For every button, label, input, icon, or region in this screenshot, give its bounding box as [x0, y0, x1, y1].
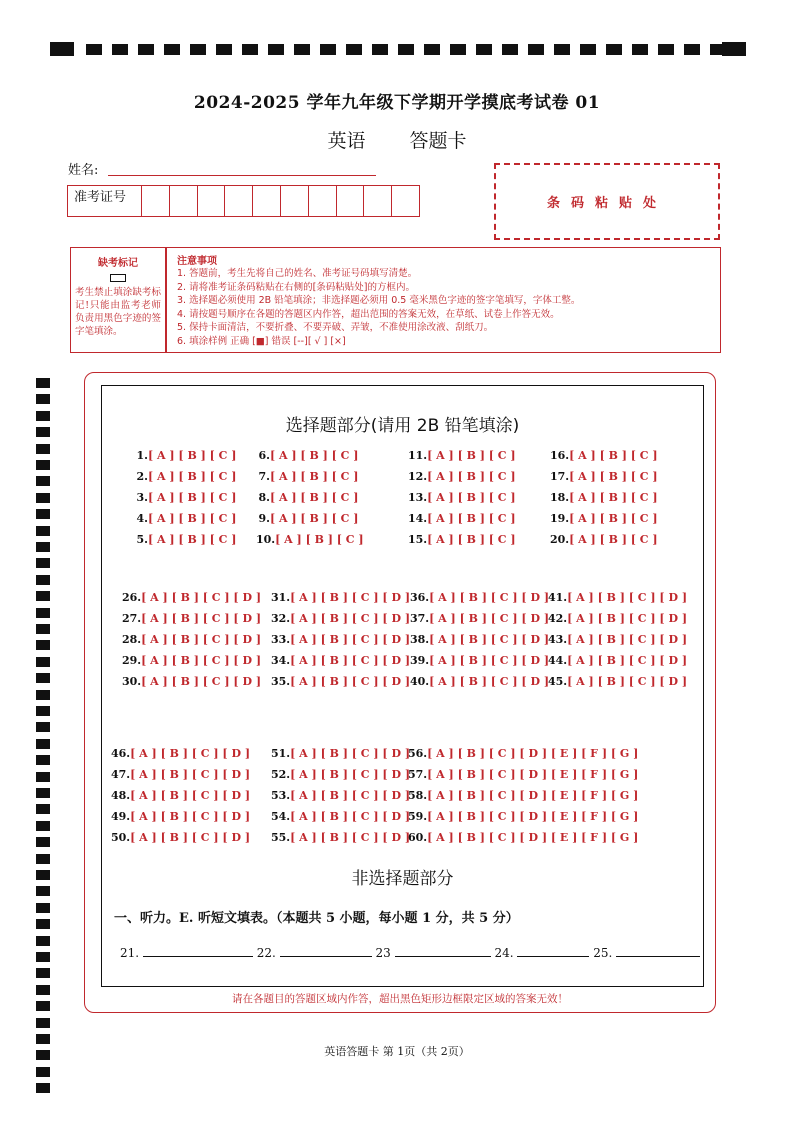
timing-mark [36, 493, 50, 503]
timing-mark [36, 575, 50, 585]
left-timing-marks [36, 378, 50, 1118]
timing-mark [36, 673, 50, 683]
page-footer: 英语答题卡 第 1页（共 2页） [324, 1045, 470, 1058]
question-column [122, 587, 261, 692]
exam-id-cell[interactable] [142, 186, 170, 216]
timing-mark [554, 44, 570, 55]
exam-id-cell[interactable] [253, 186, 281, 216]
question-number: 20. [550, 533, 570, 546]
timing-mark [268, 44, 284, 55]
question-column [408, 743, 638, 848]
timing-mark [36, 558, 50, 568]
timing-mark [164, 44, 180, 55]
answer-blank[interactable] [143, 944, 253, 957]
question-row [408, 487, 516, 508]
answer-bubbles[interactable]: [ A ] [ B ] [ C ] [148, 470, 237, 483]
timing-mark [684, 44, 700, 55]
question-number: 17. [550, 470, 570, 483]
question-row [408, 827, 638, 848]
timing-mark [36, 837, 50, 847]
timing-mark [36, 903, 50, 913]
question-number: 51. [271, 747, 291, 760]
absent-mark-panel [70, 247, 166, 353]
question-number: 54. [271, 810, 291, 823]
question-row [271, 650, 410, 671]
question-row [271, 806, 410, 827]
name-field[interactable] [108, 175, 376, 176]
answer-bubbles[interactable]: [ A ] [ B ] [ C ] [ D ] [ E ] [ F ] [ G ] [427, 810, 639, 823]
question-row [408, 743, 638, 764]
question-row [271, 608, 410, 629]
timing-mark [36, 755, 50, 765]
question-number: 3. [136, 491, 148, 504]
answer-bubbles[interactable]: [ A ] [ B ] [ C ] [ D ] [141, 675, 262, 688]
question-number: 27. [122, 612, 142, 625]
timing-mark [36, 444, 50, 454]
question-row [548, 629, 687, 650]
timing-mark [346, 44, 362, 55]
timing-mark [36, 985, 50, 995]
question-row [122, 629, 261, 650]
timing-mark [138, 44, 154, 55]
question-number: 46. [111, 747, 131, 760]
exam-title: 2024-2025 学年九年级下学期开学摸底考试卷 01 [193, 93, 601, 113]
top-timing-marks [50, 42, 746, 56]
blank-label: 22. [256, 946, 276, 960]
question-column [111, 743, 250, 848]
question-row [550, 508, 658, 529]
timing-mark [658, 44, 674, 55]
question-row [111, 827, 250, 848]
answer-bubbles[interactable]: [ A ] [ B ] [ C ] [ D ] [429, 591, 550, 604]
answer-bubbles[interactable]: [ A ] [ B ] [ C ] [427, 449, 516, 462]
question-number: 11. [408, 449, 428, 462]
question-column [550, 445, 658, 550]
exam-id-box [67, 185, 420, 217]
absent-mark-description: 考生禁止填涂缺考标记!只能由监考老师负责用黑色字迹的签字笔填涂。 [75, 287, 161, 337]
timing-mark [36, 526, 50, 536]
timing-mark [36, 886, 50, 896]
name-label: 姓名: [68, 163, 99, 178]
absent-mark-box[interactable] [110, 274, 126, 282]
timing-mark [86, 44, 102, 55]
notice-item: 1. 答题前，考生先将自己的姓名、准考证号码填写清楚。 [177, 268, 418, 279]
blank-label: 21. [120, 946, 140, 960]
answer-bubbles[interactable]: [ A ] [ B ] [ C ] [ D ] [429, 675, 550, 688]
question-number: 37. [410, 612, 430, 625]
question-number: 60. [408, 831, 428, 844]
timing-mark [294, 44, 310, 55]
question-number: 38. [410, 633, 430, 646]
subject-label: 英语 [327, 130, 366, 152]
timing-mark [502, 44, 518, 55]
question-row [271, 743, 410, 764]
answer-bubbles[interactable]: [ A ] [ B ] [ C ] [ D ] [ E ] [ F ] [ G ] [427, 831, 639, 844]
answer-bubbles[interactable]: [ A ] [ B ] [ C ] [569, 491, 658, 504]
timing-mark [722, 42, 746, 56]
timing-mark [36, 1001, 50, 1011]
question-number: 5. [136, 533, 148, 546]
answer-bubbles[interactable]: [ A ] [ B ] [ C ] [275, 533, 364, 546]
answer-bubbles[interactable]: [ A ] [ B ] [ C ] [ D ] [290, 747, 411, 760]
exam-id-cell[interactable] [281, 186, 309, 216]
card-subtitle [0, 126, 794, 153]
question-column [408, 445, 516, 550]
question-number: 32. [271, 612, 291, 625]
question-row [111, 806, 250, 827]
question-row [548, 608, 687, 629]
answer-bubbles[interactable]: [ A ] [ B ] [ C ] [ D ] [130, 768, 251, 781]
question-number: 29. [122, 654, 142, 667]
blank-label: 23 [375, 946, 391, 960]
question-row [122, 671, 261, 692]
answer-bubbles[interactable]: [ A ] [ B ] [ C ] [ D ] [290, 675, 411, 688]
question-number: 47. [111, 768, 131, 781]
question-column [548, 587, 687, 692]
question-column [271, 743, 410, 848]
non-choice-section-title: 非选择题部分 [351, 869, 454, 889]
question-column [134, 445, 236, 550]
timing-mark [216, 44, 232, 55]
timing-mark [36, 821, 50, 831]
answer-area-warning: 请在各题目的答题区域内作答，超出黑色矩形边框限定区域的答案无效！ [232, 993, 568, 1005]
answer-bubbles[interactable]: [ A ] [ B ] [ C ] [ D ] [567, 591, 688, 604]
question-row [111, 785, 250, 806]
timing-mark [36, 952, 50, 962]
question-row [271, 629, 410, 650]
answer-bubbles[interactable]: [ A ] [ B ] [ C ] [ D ] [141, 654, 262, 667]
question-row [410, 671, 549, 692]
timing-mark [50, 42, 74, 56]
timing-mark [190, 44, 206, 55]
answer-bubbles[interactable]: [ A ] [ B ] [ C ] [ D ] [567, 612, 688, 625]
exam-id-cell[interactable] [392, 186, 419, 216]
timing-mark [112, 44, 128, 55]
exam-id-cell[interactable] [309, 186, 337, 216]
answer-blank[interactable] [280, 944, 372, 957]
answer-bubbles[interactable]: [ A ] [ B ] [ C ] [ D ] [567, 654, 688, 667]
question-number: 44. [548, 654, 568, 667]
question-row [134, 508, 236, 529]
question-number: 8. [258, 491, 270, 504]
question-number: 30. [122, 675, 142, 688]
question-row [256, 445, 364, 466]
answer-bubbles[interactable]: [ A ] [ B ] [ C ] [ D ] [567, 675, 688, 688]
question-number: 14. [408, 512, 428, 525]
answer-bubbles[interactable]: [ A ] [ B ] [ C ] [ D ] [290, 810, 411, 823]
timing-mark [36, 608, 50, 618]
question-row [134, 466, 236, 487]
question-number: 36. [410, 591, 430, 604]
timing-mark [36, 706, 50, 716]
question-number: 59. [408, 810, 428, 823]
question-row [548, 587, 687, 608]
exam-id-cell[interactable] [364, 186, 392, 216]
answer-bubbles[interactable]: [ A ] [ B ] [ C ] [ D ] [290, 654, 411, 667]
question-row [408, 785, 638, 806]
answer-bubbles[interactable]: [ A ] [ B ] [ C ] [148, 449, 237, 462]
answer-bubbles[interactable]: [ A ] [ B ] [ C ] [270, 512, 359, 525]
answer-bubbles[interactable]: [ A ] [ B ] [ C ] [ D ] [130, 747, 251, 760]
question-number: 35. [271, 675, 291, 688]
question-number: 34. [271, 654, 291, 667]
question-row [122, 608, 261, 629]
notice-item: 5. 保持卡面清洁，不要折叠、不要弄破、弄皱，不准使用涂改液、刮纸刀。 [177, 322, 494, 333]
answer-bubbles[interactable]: [ A ] [ B ] [ C ] [ D ] [141, 612, 262, 625]
answer-bubbles[interactable]: [ A ] [ B ] [ C ] [569, 533, 658, 546]
answer-bubbles[interactable]: [ A ] [ B ] [ C ] [148, 533, 237, 546]
notice-title: 注意事项 [177, 256, 217, 267]
answer-bubbles[interactable]: [ A ] [ B ] [ C ] [ D ] [429, 612, 550, 625]
answer-bubbles[interactable]: [ A ] [ B ] [ C ] [427, 470, 516, 483]
absent-mark-title: 缺考标记 [98, 258, 138, 269]
timing-mark [36, 739, 50, 749]
question-column [271, 587, 410, 692]
question-number: 2. [136, 470, 148, 483]
timing-mark [36, 542, 50, 552]
notice-item: 4. 请按题号顺序在各题的答题区内作答，超出范围的答案无效，在草纸、试卷上作答无效。 [177, 308, 560, 320]
question-number: 49. [111, 810, 131, 823]
question-row [550, 466, 658, 487]
listening-heading: 一、听力。E. 听短文填表。（本题共 5 小题，每小题 1 分，共 5 分） [114, 911, 519, 926]
answer-bubbles[interactable]: [ A ] [ B ] [ C ] [ D ] [290, 591, 411, 604]
question-number: 7. [258, 470, 270, 483]
timing-mark [36, 640, 50, 650]
question-number: 10. [256, 533, 276, 546]
answer-bubbles[interactable]: [ A ] [ B ] [ C ] [ D ] [429, 633, 550, 646]
timing-mark [36, 460, 50, 470]
timing-mark [36, 788, 50, 798]
answer-bubbles[interactable]: [ A ] [ B ] [ C ] [ D ] [290, 789, 411, 802]
timing-mark [424, 44, 440, 55]
timing-mark [36, 690, 50, 700]
answer-bubbles[interactable]: [ A ] [ B ] [ C ] [148, 491, 237, 504]
question-row [134, 529, 236, 550]
question-number: 45. [548, 675, 568, 688]
question-row [271, 671, 410, 692]
timing-mark [36, 427, 50, 437]
timing-mark [36, 870, 50, 880]
question-number: 9. [258, 512, 270, 525]
question-number: 57. [408, 768, 428, 781]
timing-mark [36, 657, 50, 667]
answer-bubbles[interactable]: [ A ] [ B ] [ C ] [569, 512, 658, 525]
timing-mark [36, 411, 50, 421]
answer-bubbles[interactable]: [ A ] [ B ] [ C ] [ D ] [429, 654, 550, 667]
barcode-area: 条码粘贴处 [494, 163, 720, 240]
timing-mark [398, 44, 414, 55]
question-row [271, 587, 410, 608]
question-row [111, 743, 250, 764]
exam-id-label: 准考证号 [68, 186, 142, 216]
question-number: 13. [408, 491, 428, 504]
question-row [410, 587, 549, 608]
question-number: 42. [548, 612, 568, 625]
question-number: 52. [271, 768, 291, 781]
question-row [548, 650, 687, 671]
question-number: 56. [408, 747, 428, 760]
timing-mark [320, 44, 336, 55]
question-number: 33. [271, 633, 291, 646]
question-number: 15. [408, 533, 428, 546]
question-row [256, 466, 364, 487]
question-number: 16. [550, 449, 570, 462]
question-number: 26. [122, 591, 142, 604]
question-row [408, 806, 638, 827]
timing-mark [36, 772, 50, 782]
answer-bubbles[interactable]: [ A ] [ B ] [ C ] [ D ] [130, 831, 251, 844]
blank-label: 24. [494, 946, 514, 960]
question-row [256, 487, 364, 508]
question-row [408, 508, 516, 529]
answer-blank[interactable] [517, 944, 589, 957]
notice-panel [166, 247, 721, 353]
timing-mark [476, 44, 492, 55]
question-row [122, 650, 261, 671]
timing-mark [242, 44, 258, 55]
answer-bubbles[interactable]: [ A ] [ B ] [ C ] [ D ] [290, 768, 411, 781]
question-row [410, 608, 549, 629]
answer-bubbles[interactable]: [ A ] [ B ] [ C ] [148, 512, 237, 525]
answer-bubbles[interactable]: [ A ] [ B ] [ C ] [ D ] [130, 810, 251, 823]
answer-bubbles[interactable]: [ A ] [ B ] [ C ] [ D ] [141, 633, 262, 646]
notice-item: 2. 请将准考证条码粘贴在右侧的[条码粘贴处]的方框内。 [177, 281, 415, 293]
answer-bubbles[interactable]: [ A ] [ B ] [ C ] [427, 512, 516, 525]
timing-mark [36, 1083, 50, 1093]
notice-item: 3. 选择题必须使用 2B 铅笔填涂；非选择题必须用 0.5 毫米黑色字迹的签字笔填写，字体工整。 [177, 295, 581, 306]
question-column [256, 445, 364, 550]
question-row [256, 508, 364, 529]
timing-mark [36, 476, 50, 486]
timing-mark [36, 1018, 50, 1028]
timing-mark [528, 44, 544, 55]
answer-bubbles[interactable]: [ A ] [ B ] [ C ] [270, 470, 359, 483]
question-number: 6. [258, 449, 270, 462]
card-label: 答题卡 [409, 130, 467, 152]
question-row [122, 587, 261, 608]
exam-id-cell[interactable] [198, 186, 226, 216]
question-number: 58. [408, 789, 428, 802]
question-number: 55. [271, 831, 291, 844]
question-number: 31. [271, 591, 291, 604]
timing-mark [36, 722, 50, 732]
timing-mark [36, 919, 50, 929]
answer-bubbles[interactable]: [ A ] [ B ] [ C ] [ D ] [ E ] [ F ] [ G ] [427, 747, 639, 760]
question-row [548, 671, 687, 692]
question-column [410, 587, 549, 692]
choice-section-title: 选择题部分(请用 2B 铅笔填涂) [285, 416, 520, 436]
question-row [134, 487, 236, 508]
question-number: 1. [136, 449, 148, 462]
answer-blank[interactable] [616, 944, 700, 957]
question-row [408, 445, 516, 466]
answer-bubbles[interactable]: [ A ] [ B ] [ C ] [569, 470, 658, 483]
timing-mark [606, 44, 622, 55]
blank-label: 25. [593, 946, 613, 960]
timing-mark [36, 936, 50, 946]
question-number: 41. [548, 591, 568, 604]
question-row [550, 529, 658, 550]
question-row [256, 529, 364, 550]
question-number: 39. [410, 654, 430, 667]
answer-blank[interactable] [395, 944, 491, 957]
listening-blanks [120, 944, 700, 960]
exam-id-cell[interactable] [170, 186, 198, 216]
answer-bubbles[interactable]: [ A ] [ B ] [ C ] [ D ] [290, 612, 411, 625]
timing-mark [36, 624, 50, 634]
answer-bubbles[interactable]: [ A ] [ B ] [ C ] [ D ] [130, 789, 251, 802]
timing-mark [36, 378, 50, 388]
answer-bubbles[interactable]: [ A ] [ B ] [ C ] [ D ] [290, 633, 411, 646]
answer-bubbles[interactable]: [ A ] [ B ] [ C ] [427, 533, 516, 546]
timing-mark [632, 44, 648, 55]
timing-mark [36, 509, 50, 519]
question-number: 12. [408, 470, 428, 483]
timing-mark [372, 44, 388, 55]
question-number: 43. [548, 633, 568, 646]
answer-bubbles[interactable]: [ A ] [ B ] [ C ] [270, 491, 359, 504]
question-row [134, 445, 236, 466]
question-row [271, 764, 410, 785]
notice-item: 6. 填涂样例 正确 [■] 错误 [--][ √ ] [×] [177, 335, 346, 347]
answer-bubbles[interactable]: [ A ] [ B ] [ C ] [ D ] [ E ] [ F ] [ G ] [427, 768, 639, 781]
question-number: 28. [122, 633, 142, 646]
question-row [111, 764, 250, 785]
answer-bubbles[interactable]: [ A ] [ B ] [ C ] [ D ] [ E ] [ F ] [ G ] [427, 789, 639, 802]
question-row [410, 650, 549, 671]
question-number: 4. [136, 512, 148, 525]
question-row [550, 487, 658, 508]
question-number: 18. [550, 491, 570, 504]
question-row [271, 827, 410, 848]
question-number: 48. [111, 789, 131, 802]
question-number: 40. [410, 675, 430, 688]
answer-bubbles[interactable]: [ A ] [ B ] [ C ] [427, 491, 516, 504]
question-number: 53. [271, 789, 291, 802]
timing-mark [36, 1067, 50, 1077]
question-number: 19. [550, 512, 570, 525]
question-row [408, 529, 516, 550]
timing-mark [36, 854, 50, 864]
question-number: 50. [111, 831, 131, 844]
timing-mark [36, 394, 50, 404]
exam-id-cell[interactable] [337, 186, 365, 216]
answer-bubbles[interactable]: [ A ] [ B ] [ C ] [569, 449, 658, 462]
answer-bubbles[interactable]: [ A ] [ B ] [ C ] [ D ] [567, 633, 688, 646]
answer-bubbles[interactable]: [ A ] [ B ] [ C ] [270, 449, 359, 462]
question-row [550, 445, 658, 466]
question-row [271, 785, 410, 806]
answer-bubbles[interactable]: [ A ] [ B ] [ C ] [ D ] [290, 831, 411, 844]
timing-mark [580, 44, 596, 55]
timing-mark [450, 44, 466, 55]
answer-bubbles[interactable]: [ A ] [ B ] [ C ] [ D ] [141, 591, 262, 604]
timing-mark [36, 804, 50, 814]
timing-mark [36, 968, 50, 978]
question-row [408, 764, 638, 785]
timing-mark [36, 591, 50, 601]
exam-id-cell[interactable] [225, 186, 253, 216]
question-row [408, 466, 516, 487]
question-row [410, 629, 549, 650]
